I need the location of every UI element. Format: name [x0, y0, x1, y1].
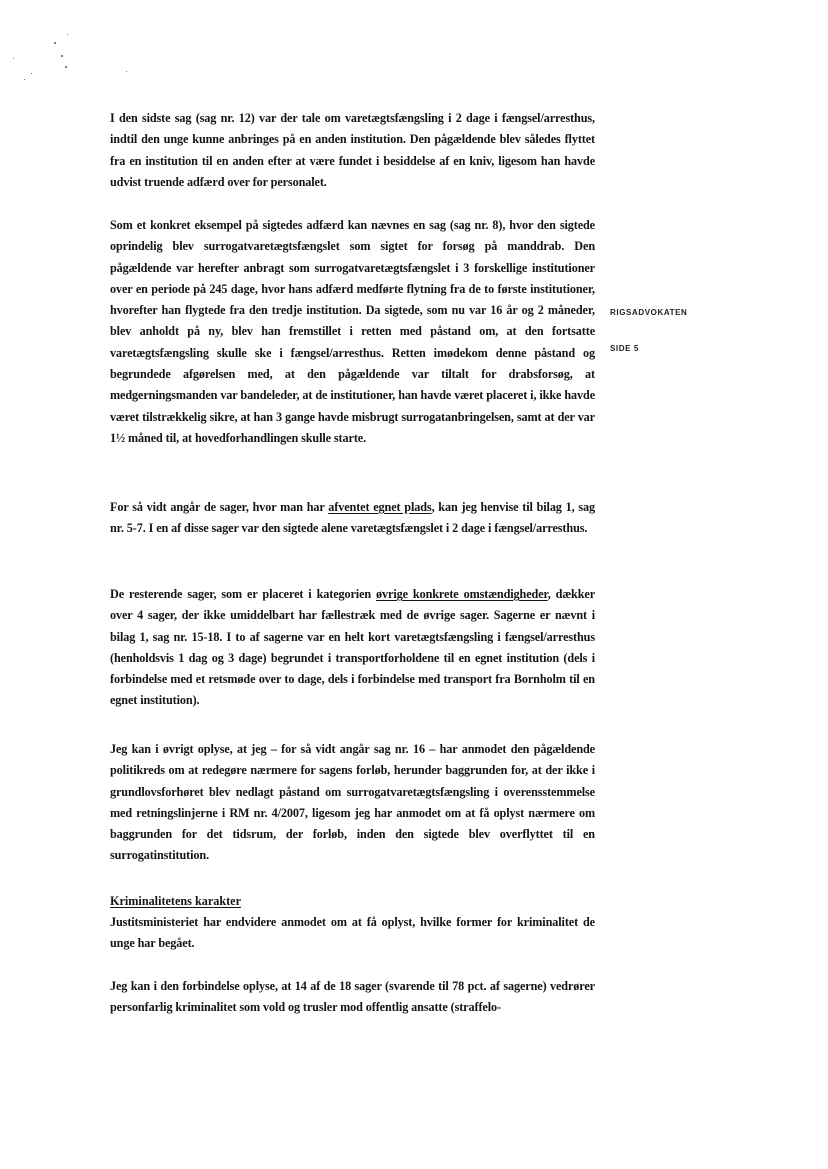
scan-speck: [31, 73, 32, 74]
scan-speck: [61, 55, 63, 57]
paragraph-4-text-before: De resterende sager, som er placeret i kategorien: [110, 587, 377, 601]
page-number: SIDE 5: [610, 344, 639, 353]
scan-speck: [67, 34, 68, 35]
emphasis-afventet-egnet-plads: afventet egnet plads: [328, 500, 432, 514]
paragraph-2: Som et konkret eksempel på sigtedes adfærd kan nævnes en sag (sag nr. 8), hvor den sigtede oprindelig blev surrogatvaretægtsfængslet som sigtet for forsøg på manddrab. Den pågældende var herefter anbragt som surrogatvaretægtsfængslet i 3 forskellige institutioner over en periode på 245 dage, hvor hans adfærd medførte flytning fra de to første institutioner, hvorefter han flygtede fra den tredje institution. Da sigtede, som nu var 16 år og 2 måneder, blev anholdt på ny, blev han fremstillet i retten med påstand om, at den fortsatte varetægtsfængsling skulle ske i fængsel/arresthus. Retten imødekom denne påstand og begrundede afgørelsen med, at den pågældende var tiltalt for drabsforsøg, at medgerningsmanden var bandeleder, at de institutioner, han havde været placeret i, ikke havde været tilstrækkelig sikre, at han 3 gange havde misbrugt surrogatanbringelsen, samt at der var 1½ måned til, at hovedforhandlingen skulle starte.: [110, 218, 595, 445]
authority-label: RIGSADVOKATEN: [610, 308, 688, 317]
paragraph-4-text-after: , dækker over 4 sager, der ikke umiddelbart har fællestræk med de øvrige sager. Sagerne er nævnt i bilag 1, sag nr. 15-18. I to af sagerne var en helt kort varetægtsfængsling i fængsel/arresthus (henholdsvis 1 dag og 3 dage) begrundet i transportforholdene til en egnet institution (dels i forbindelse med et retsmøde over to dage, dels i forbindelse med transport fra Bornholm til en egnet institution).: [110, 587, 596, 708]
scan-speck: [13, 58, 14, 59]
paragraph-1: I den sidste sag (sag nr. 12) var der tale om varetægtsfængsling i 2 dage i fængsel/arresthus, indtil den unge kunne anbringes på en anden institution. Den pågældende blev således flyttet fra en institution til en anden efter at være fundet i besiddelse af en kniv, ligesom han havde udvist truende adfærd over for personalet.: [110, 111, 595, 189]
paragraph-3-text-before: For så vidt angår de sager, hvor man har: [110, 500, 329, 514]
paragraph-3-text-after: , kan jeg henvise til bilag 1, sag nr. 5-7. I en af disse sager var den sigtede alene varetægtsfængslet i 2 dage i fængsel/arresthus.: [110, 500, 595, 536]
paragraph-4: [110, 584, 595, 712]
section-paragraph-1: Justitsministeriet har endvidere anmodet om at få oplyst, hvilke former for kriminalitet de unge har begået.: [110, 915, 595, 951]
scan-speck: [65, 66, 67, 68]
section-heading: Kriminalitetens karakter: [110, 894, 241, 908]
section-paragraph-2: Jeg kan i den forbindelse oplyse, at 14 af de 18 sager (svarende til 78 pct. af sagerne) vedrører personfarlig kriminalitet som vold og trusler mod offentlig ansatte (straffelo-: [110, 979, 595, 1015]
emphasis-oevrige-konkrete-omstaendigheder: øvrige konkrete omstændigheder: [376, 587, 548, 601]
scan-speck: [24, 79, 25, 80]
scan-speck: [126, 71, 127, 72]
scan-speck: [54, 42, 56, 44]
paragraph-3: [110, 497, 595, 540]
paragraph-5: Jeg kan i øvrigt oplyse, at jeg – for så vidt angår sag nr. 16 – har anmodet den pågældende politikreds om at redegøre nærmere for sagens forløb, herunder baggrunden for, at der ikke i grundlovsforhøret blev nedlagt påstand om surrogatvaretægtsfængsling i overensstemmelse med retningslinjerne i RM nr. 4/2007, ligesom jeg har anmodet om at få oplyst nærmere om baggrunden for det tidsrum, der forløb, inden den sigtede blev overflyttet til en surrogatinstitution.: [110, 742, 595, 863]
